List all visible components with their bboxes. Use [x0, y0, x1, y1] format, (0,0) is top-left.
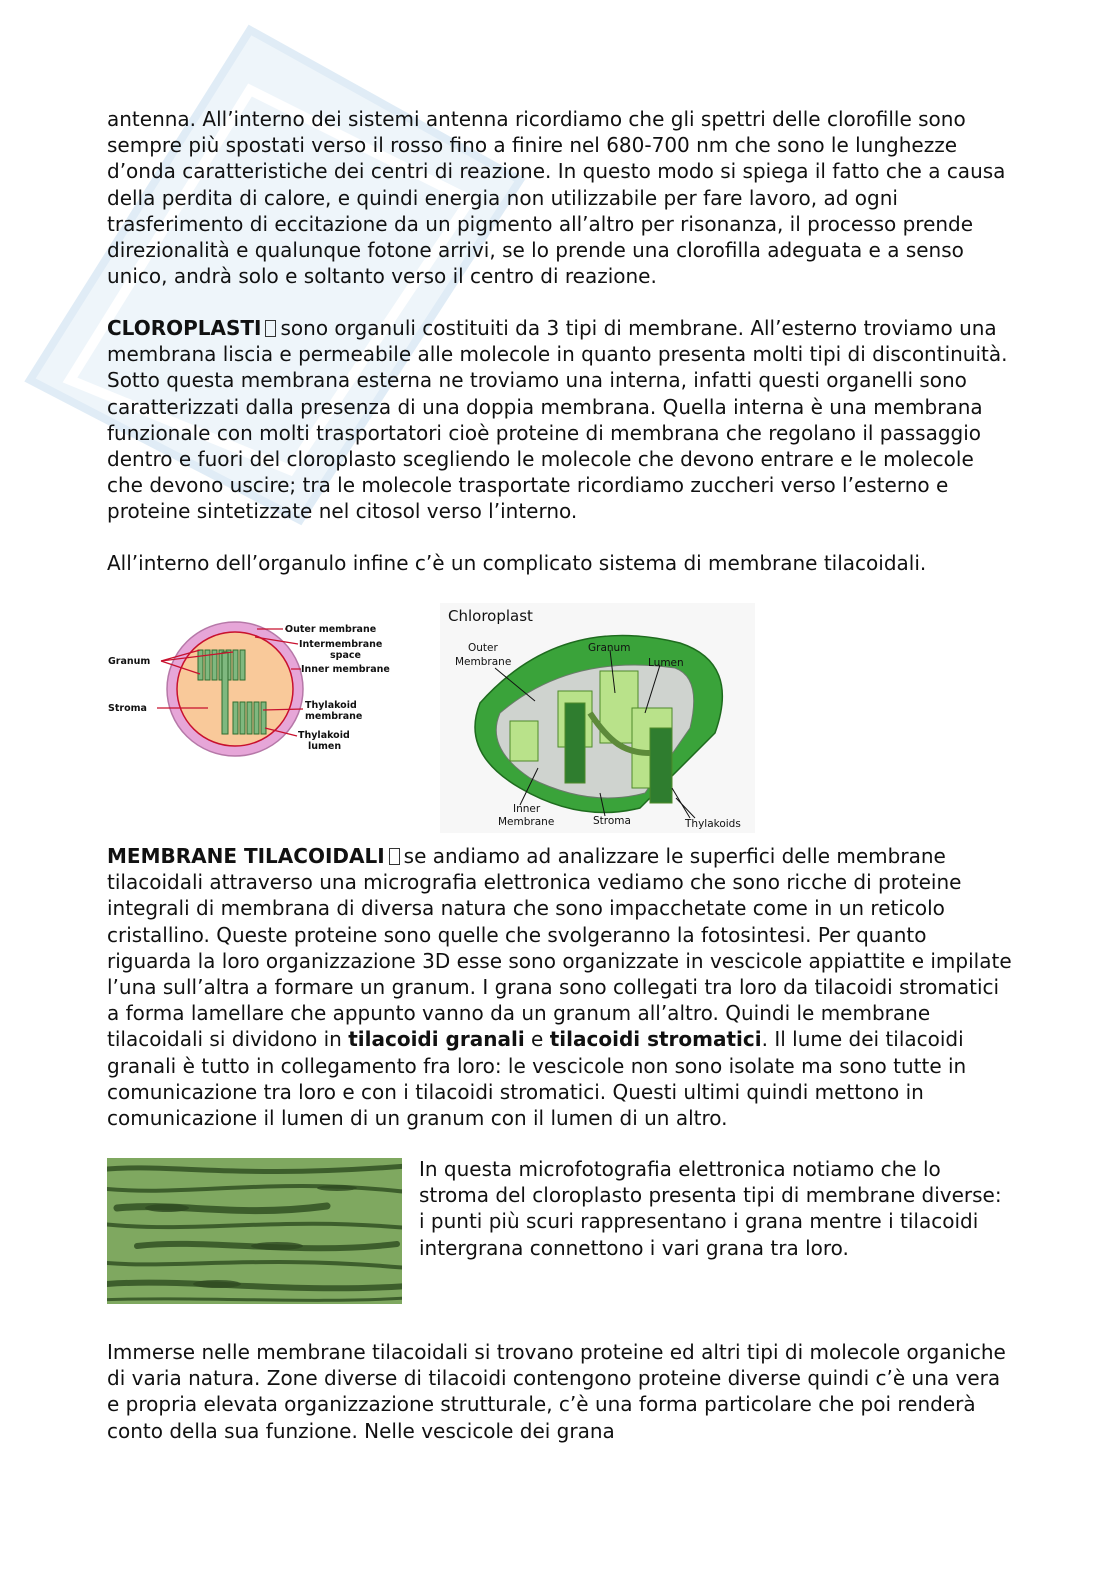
label-granum: Granum	[108, 656, 151, 667]
membrane-body-a: se andiamo ad analizzare le superfici delle membrane tilacoidali attraverso una micrografia elettronica vediamo che sono ricche di proteine integrali di membrana di diversa natura che sono impacchetate come in un reticolo cristallino. Queste proteine sono quelle che svolgeranno la fotosintesi. Per quanto riguarda la loro organizzazione 3D esse sono organizzate in vescicole appiattite e impilate l’una sull’altra a formare un granum. I grana sono collegati tra loro da tilacoidi stromatici a forma lamellare che appunto vanno da un granum all’altro. Quindi le membrane tilacoidali si dividono in	[107, 844, 1012, 1052]
label-lumen: Lumen	[648, 657, 684, 669]
term-tilacoidi-stromatici: tilacoidi stromatici	[549, 1027, 762, 1052]
paragraph-antenna-text: antenna. All’interno dei sistemi antenna ricordiamo che gli spettri delle clorofille sono sempre più spostati verso il rosso fino a finire nel 680-700 nm che sono le lunghezze d’onda caratteristiche dei centri di reazione. In questo modo si spiega il fatto che a causa della perdita di calore, e quindi energia non utilizzabile per fare lavoro, ad ogni trasferimento di eccitazione da un pigmento all’altro per risonanza, il processo prende direzionalità e qualunque fotone arrivi, se lo prende una clorofilla adeguata e a senso unico, andrà solo e soltanto verso il centro di reazione.	[107, 107, 1006, 289]
conjunction: e	[531, 1027, 544, 1052]
label-thylakoid-membrane-2: membrane	[305, 711, 363, 722]
label-outer-membrane-right: Membrane	[455, 656, 512, 668]
paragraph-cloroplasti	[107, 315, 1012, 525]
stroma-lamella	[222, 652, 228, 734]
chloroplast-cross-section-diagram	[105, 612, 425, 762]
heading-membrane-tilacoidali: MEMBRANE TILACOIDALI	[107, 844, 385, 868]
label-thylakoid-lumen-1: Thylakoid	[298, 730, 350, 741]
label-intermembrane-space: space	[330, 650, 361, 661]
paragraph-immerse	[107, 1339, 1012, 1444]
paragraph-membrane-tilacoidali	[107, 843, 1012, 1131]
diagram-title: Chloroplast	[448, 607, 533, 625]
label-granum-right: Granum	[588, 642, 631, 654]
term-tilacoidi-granali: tilacoidi granali	[348, 1027, 525, 1052]
missing-glyph-icon	[265, 320, 276, 337]
label-inner-membrane: Inner membrane	[301, 664, 390, 675]
paragraph-organulo-text: All’interno dell’organulo infine c’è un complicato sistema di membrane tilacoidali.	[107, 551, 927, 575]
paragraph-micrografia	[419, 1156, 1009, 1261]
label-outer: Outer	[468, 642, 498, 654]
chloroplast-3d-diagram	[440, 603, 755, 833]
label-outer-membrane: Outer membrane	[285, 624, 377, 635]
label-intermembrane: Intermembrane	[299, 639, 383, 650]
missing-glyph-icon	[389, 848, 400, 865]
label-inner-membrane-right: Membrane	[498, 816, 555, 828]
label-stroma-right: Stroma	[593, 815, 631, 827]
paragraph-micrografia-text: In questa microfotografia elettronica notiamo che lo stroma del cloroplasto presenta tipi di membrane diverse: i punti più scuri rappresentano i grana mentre i tilacoidi intergrana connettono i vari grana tra loro.	[419, 1157, 1002, 1260]
label-thylakoids: Thylakoids	[685, 818, 741, 830]
paragraph-antenna	[107, 106, 1012, 289]
paragraph-organulo	[107, 550, 1012, 576]
paragraph-immerse-text: Immerse nelle membrane tilacoidali si trovano proteine ed altri tipi di molecole organiche di varia natura. Zone diverse di tilacoidi contengono proteine diverse quindi c’è una vera e propria elevata organizzazione strutturale, c’è una forma particolare che poi renderà conto della sua funzione. Nelle vescicole dei grana	[107, 1340, 1006, 1443]
electron-micrograph	[107, 1158, 402, 1304]
label-stroma: Stroma	[108, 703, 147, 714]
membrane-body-b: . Il lume dei tilacoidi granali è tutto in collegamento fra loro: le vescicole non sono isolate ma sono tutte in comunicazione tra loro e con i tilacoidi stromatici. Questi ultimi quindi mettono in comunicazione il lumen di un granum con il lumen di un altro.	[107, 1027, 967, 1131]
label-inner: Inner	[513, 803, 541, 815]
label-thylakoid-lumen-2: lumen	[308, 741, 342, 752]
label-thylakoid-membrane-1: Thylakoid	[305, 700, 357, 711]
heading-cloroplasti: CLOROPLASTI	[107, 316, 262, 340]
cloroplasti-body: sono organuli costituiti da 3 tipi di membrane. All’esterno troviamo una membrana liscia e permeabile alle molecole in quanto presenta molti tipi di discontinuità. Sotto questa membrana esterna ne troviamo una interna, infatti questi organelli sono caratterizzati dalla presenza di una doppia membrana. Quella interna è una membrana funzionale con molti trasportatori cioè proteine di membrana che regolano il passaggio dentro e fuori del cloroplasto scegliendo le molecole che devono entrare e le molecole che devono uscire; tra le molecole trasportate ricordiamo zuccheri verso l’esterno e proteine sintetizzate nel citosol verso l’interno.	[107, 316, 1008, 524]
granum-stack-right	[233, 702, 266, 734]
